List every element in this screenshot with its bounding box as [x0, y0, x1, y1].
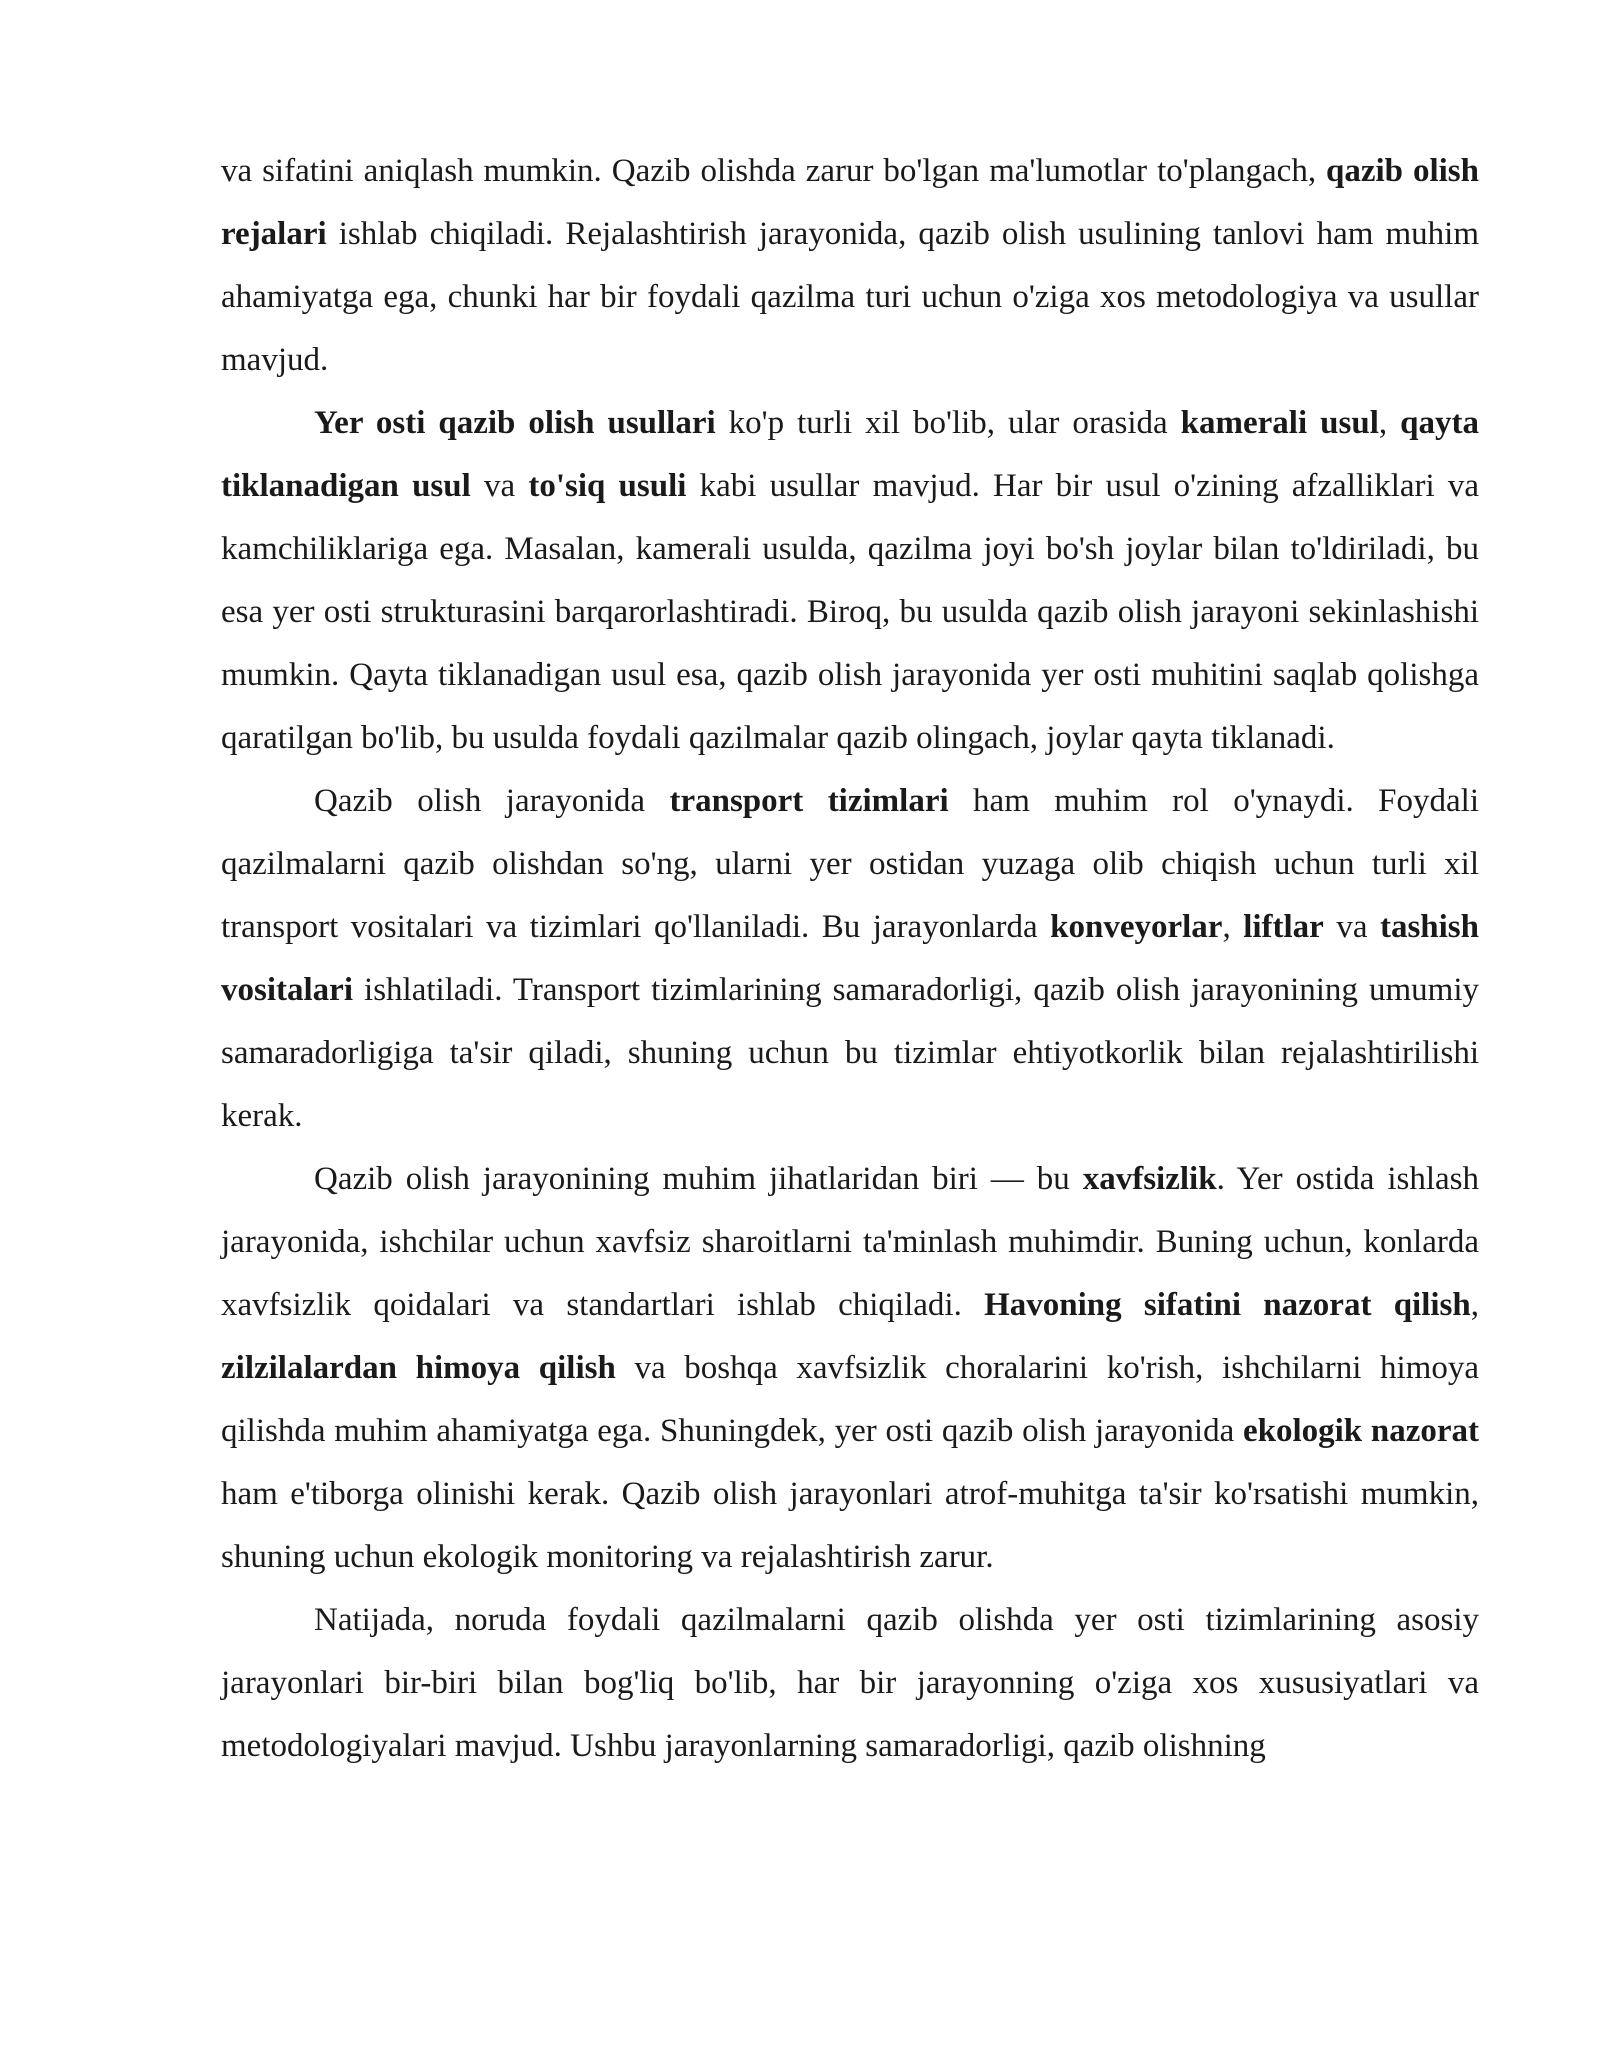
paragraph: [221, 1589, 1479, 1778]
bold-term: zilzilalardan himoya qilish: [221, 1350, 616, 1386]
text-run: kabi usullar mavjud. Har bir usul o'zining afzalliklari va kamchiliklariga ega. Masalan, kamerali usulda, qazilma joyi bo'sh joylar bilan to'ldiriladi, bu esa yer osti strukturasini barqarorlashtiradi. Biroq, bu usulda qazib olish jarayoni sekinlashishi mumkin. Qayta tiklanadigan usul esa, qazib olish jarayonida yer osti muhitini saqlab qolishga qaratilgan bo'lib, bu usulda foydali qazilmalar qazib olingach, joylar qayta tiklanadi.: [221, 468, 1479, 756]
bold-term: liftlar: [1243, 909, 1324, 945]
paragraph: [221, 392, 1479, 770]
text-run: ham e'tiborga olinishi kerak. Qazib olish jarayonlari atrof-muhitga ta'sir ko'rsatishi mumkin, shuning uchun ekologik monitoring va rejalashtirish zarur.: [221, 1476, 1479, 1575]
bold-term: qazib olish rejalari: [221, 153, 1479, 252]
bold-term: transport tizimlari: [669, 783, 949, 819]
text-run: va: [1323, 909, 1380, 945]
bold-term: to'siq usuli: [528, 468, 687, 504]
text-run: Qazib olish jarayonining muhim jihatlaridan biri — bu: [314, 1161, 1083, 1197]
document-page: [221, 140, 1479, 1778]
text-run: ,: [1222, 909, 1244, 945]
bold-term: qayta tiklanadigan usul: [221, 405, 1479, 504]
paragraph: [221, 770, 1479, 1148]
text-run: ko'p turli xil bo'lib, ular orasida: [715, 405, 1181, 441]
bold-term: tashish vositalari: [221, 909, 1480, 1008]
text-run: ,: [1378, 405, 1401, 441]
text-run: Natijada, noruda foydali qazilmalarni qazib olishda yer osti tizimlarining asosiy jarayonlari bir-biri bilan bog'liq bo'lib, har bir jarayonning o'ziga xos xususiyatlari va metodologiyalari mavjud. Ushbu jarayonlarning samaradorligi, qazib olishning: [221, 1602, 1479, 1764]
bold-term: Havoning sifatini nazorat qilish: [984, 1287, 1471, 1323]
text-run: ,: [1470, 1287, 1480, 1323]
paragraph: [221, 140, 1479, 392]
text-run: ishlab chiqiladi. Rejalashtirish jarayonida, qazib olish usulining tanlovi ham muhim ahamiyatga ega, chunki har bir foydali qazilma turi uchun o'ziga xos metodologiya va usullar mavjud.: [221, 216, 1479, 378]
bold-term: kamerali usul: [1180, 405, 1379, 441]
text-run: va: [470, 468, 529, 504]
text-run: ham muhim rol o'ynaydi. Foydali qazilmalarni qazib olishdan so'ng, ularni yer ostidan yuzaga olib chiqish uchun turli xil transport vositalari va tizimlari qo'llaniladi. Bu jarayonlarda: [221, 783, 1479, 945]
bold-term: konveyorlar: [1050, 909, 1223, 945]
text-run: Qazib olish jarayonida: [314, 783, 670, 819]
text-run: ishlatiladi. Transport tizimlarining samaradorligi, qazib olish jarayonining umumiy samaradorligiga ta'sir qiladi, shuning uchun bu tizimlar ehtiyotkorlik bilan rejalashtirilishi kerak.: [221, 972, 1479, 1134]
paragraph: [221, 1148, 1479, 1589]
bold-term: Yer osti qazib olish usullari: [314, 405, 716, 441]
text-run: va sifatini aniqlash mumkin. Qazib olishda zarur bo'lgan ma'lumotlar to'plangach,: [221, 153, 1327, 189]
text-run: . Yer ostida ishlash jarayonida, ishchilar uchun xavfsiz sharoitlarni ta'minlash muhimdir. Buning uchun, konlarda xavfsizlik qoidalari va standartlari ishlab chiqiladi.: [221, 1161, 1479, 1323]
text-run: va boshqa xavfsizlik choralarini ko'rish, ishchilarni himoya qilishda muhim ahamiyatga ega. Shuningdek, yer osti qazib olish jarayonida: [221, 1350, 1479, 1449]
bold-term: xavfsizlik: [1082, 1161, 1217, 1197]
bold-term: ekologik nazorat: [1242, 1413, 1479, 1449]
